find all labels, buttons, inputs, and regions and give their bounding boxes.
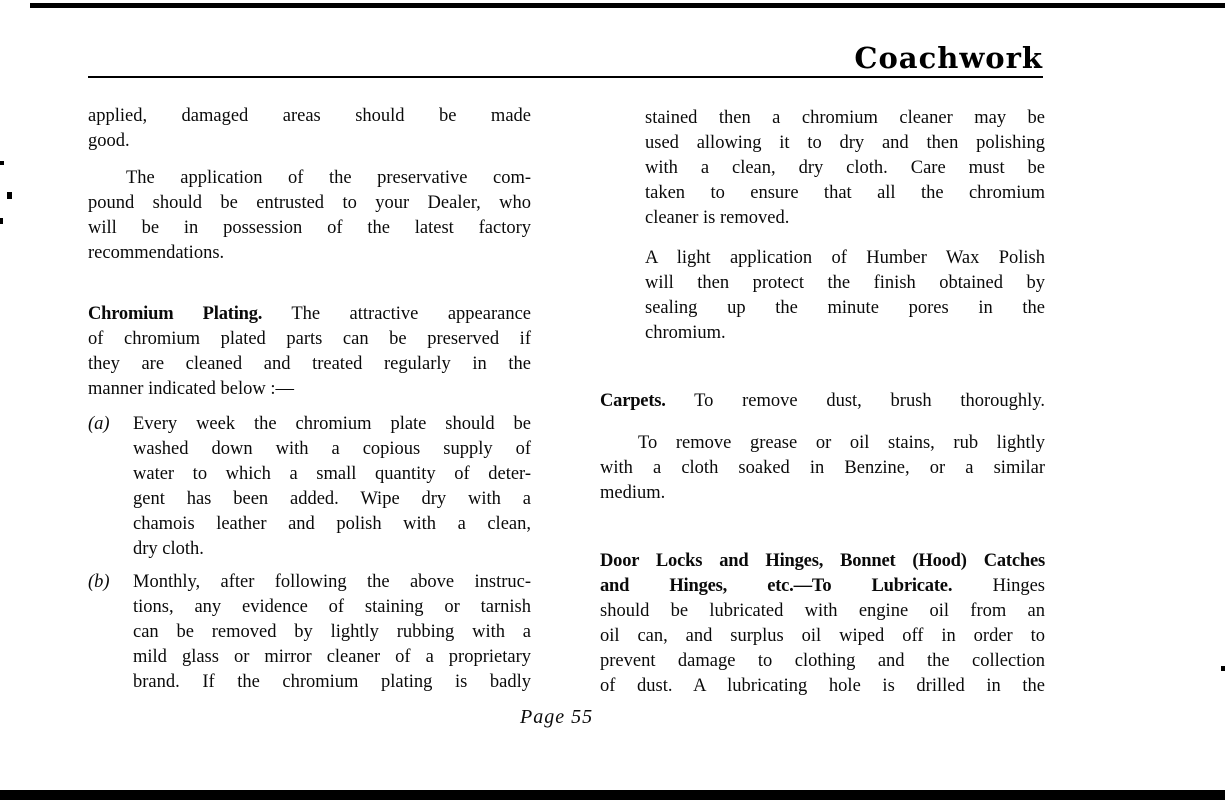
text-segment: recommendations.: [88, 243, 225, 263]
text-segment: should be lubricated with engine oil from an: [600, 601, 1045, 621]
text-segment: oil can, and surplus oil wiped off in order to: [600, 626, 1045, 646]
left-column: [88, 104, 531, 695]
text-line: [88, 327, 531, 352]
text-segment: applied, damaged areas should be made: [88, 106, 531, 126]
text-segment: Monthly, after following the above instruc-: [133, 572, 531, 592]
text-segment: Every week the chromium plate should be: [133, 414, 531, 434]
text-line: [645, 321, 1045, 346]
text-line: [133, 487, 531, 512]
text-segment: of chromium plated parts can be preserved if: [88, 329, 531, 349]
text-line: [88, 191, 531, 216]
text-line: [88, 377, 531, 402]
text-segment: good.: [88, 131, 130, 151]
paragraph: [600, 389, 1045, 414]
text-segment: To remove grease or oil stains, rub lightly: [638, 433, 1045, 453]
text-segment: will then protect the finish obtained by: [645, 273, 1045, 293]
scan-border-top: [30, 3, 1225, 8]
paragraph: [88, 166, 531, 266]
scan-speck: [0, 218, 3, 224]
paragraph: [600, 431, 1045, 506]
text-segment: chamois leather and polish with a clean,: [133, 514, 531, 534]
text-line: [645, 131, 1045, 156]
paragraph: [600, 246, 1045, 346]
text-segment: dry cloth.: [133, 539, 204, 559]
text-segment: can be removed by lightly rubbing with a: [133, 622, 531, 642]
text-line: [88, 166, 531, 191]
text-line: [133, 670, 531, 695]
scan-border-bottom: [0, 790, 1225, 800]
text-segment: will be in possession of the latest factory: [88, 218, 531, 238]
paragraph: [88, 104, 531, 154]
text-segment: chromium.: [645, 323, 726, 343]
text-line: [645, 246, 1045, 271]
text-segment: of dust. A lubricating hole is drilled in the: [600, 676, 1045, 696]
text-segment: brand. If the chromium plating is badly: [133, 672, 531, 692]
text-line: [133, 620, 531, 645]
text-segment: The attractive appearance: [262, 304, 532, 324]
text-line: [133, 595, 531, 620]
text-segment: mild glass or mirror cleaner of a proprietary: [133, 647, 531, 667]
text-line: [600, 549, 1045, 574]
text-segment: gent has been added. Wipe dry with a: [133, 489, 531, 509]
text-line: [133, 512, 531, 537]
text-line: [600, 599, 1045, 624]
text-line: [133, 537, 531, 562]
text-segment: prevent damage to clothing and the collection: [600, 651, 1045, 671]
text-line: [645, 271, 1045, 296]
text-line: [88, 129, 531, 154]
text-segment: To remove dust, brush thoroughly.: [665, 391, 1045, 411]
text-line: [88, 352, 531, 377]
list-marker: (b): [88, 572, 110, 592]
text-line: [133, 437, 531, 462]
text-line: [133, 570, 531, 595]
text-segment: A light application of Humber Wax Polish: [645, 248, 1045, 268]
paragraph: [88, 412, 531, 562]
text-line: [88, 302, 531, 327]
text-line: [600, 389, 1045, 414]
text-line: [600, 674, 1045, 699]
text-line: [88, 241, 531, 266]
text-line: [600, 431, 1045, 456]
page-header-title: Coachwork: [854, 41, 1043, 75]
text-segment: pound should be entrusted to your Dealer, who: [88, 193, 531, 213]
page-number: Page 55: [520, 706, 594, 728]
text-line: [600, 624, 1045, 649]
text-segment: taken to ensure that all the chromium: [645, 183, 1045, 203]
right-column: [600, 106, 1045, 699]
text-segment: cleaner is removed.: [645, 208, 790, 228]
paragraph: [600, 106, 1045, 231]
text-segment: used allowing it to dry and then polishing: [645, 133, 1045, 153]
text-line: [600, 456, 1045, 481]
paragraph: [600, 549, 1045, 699]
text-line: [600, 481, 1045, 506]
list-marker: (a): [88, 414, 110, 434]
text-line: [645, 296, 1045, 321]
text-segment: stained then a chromium cleaner may be: [645, 108, 1045, 128]
text-segment: tions, any evidence of staining or tarnish: [133, 597, 531, 617]
text-segment: manner indicated below :—: [88, 379, 295, 399]
text-line: [600, 649, 1045, 674]
text-line: [133, 645, 531, 670]
text-segment: they are cleaned and treated regularly in the: [88, 354, 531, 374]
text-segment: medium.: [600, 483, 666, 503]
text-line: [645, 206, 1045, 231]
text-segment: Chromium Plating.: [88, 304, 263, 324]
text-line: [645, 181, 1045, 206]
header-rule: [88, 76, 1043, 78]
text-segment: Carpets.: [600, 391, 666, 411]
text-segment: with a cloth soaked in Benzine, or a similar: [600, 458, 1045, 478]
text-line: [133, 462, 531, 487]
text-line: [88, 216, 531, 241]
paragraph: [88, 570, 531, 695]
text-line: [600, 574, 1045, 599]
text-segment: The application of the preservative com-: [126, 168, 531, 188]
text-segment: Door Locks and Hinges, Bonnet (Hood) Catches: [600, 551, 1045, 571]
text-segment: water to which a small quantity of deter-: [133, 464, 531, 484]
text-line: [645, 156, 1045, 181]
text-segment: sealing up the minute pores in the: [645, 298, 1045, 318]
paragraph: [88, 302, 531, 402]
scan-speck: [1221, 666, 1225, 671]
scan-speck: [0, 161, 4, 165]
text-line: [133, 412, 531, 437]
text-segment: and Hinges, etc.—To Lubricate.: [600, 576, 953, 596]
text-line: [645, 106, 1045, 131]
text-line: [88, 104, 531, 129]
text-segment: with a clean, dry cloth. Care must be: [645, 158, 1045, 178]
scan-speck: [7, 192, 12, 199]
text-segment: Hinges: [952, 576, 1045, 596]
text-segment: washed down with a copious supply of: [133, 439, 531, 459]
